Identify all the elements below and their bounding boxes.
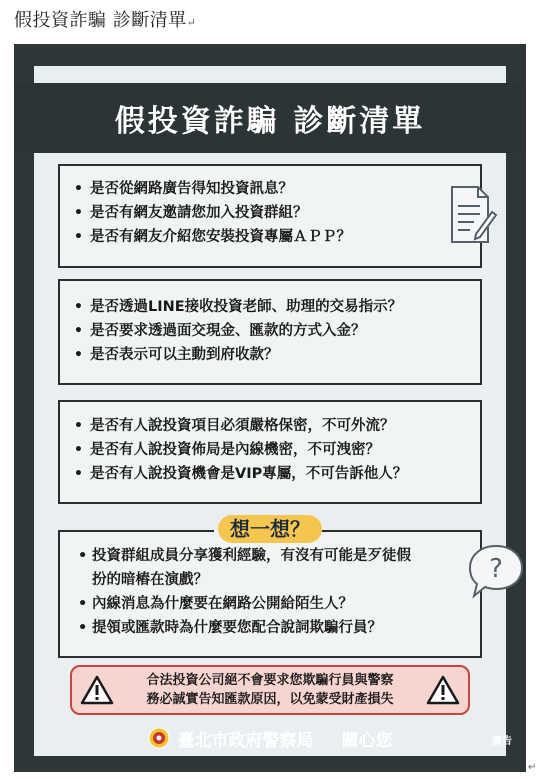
bullet: • xyxy=(78,548,88,564)
divider xyxy=(322,530,482,532)
checklist-item: • 是否表示可以主動到府收款？ xyxy=(68,343,470,367)
checklist-section-3 xyxy=(58,400,482,504)
warning-line: 合法投資公司絕不會要求您欺騙行員與警察 xyxy=(146,673,394,688)
footer-organization: 臺北市政府警察局 xyxy=(177,730,314,751)
think-item: • 內線消息為什麼要在網路公開給陌生人？ xyxy=(76,592,470,616)
warning-triangle-icon xyxy=(426,675,460,705)
police-badge-icon xyxy=(148,727,170,749)
divider xyxy=(58,530,214,532)
poster-banner xyxy=(14,83,526,153)
checklist-item: • 是否有人說投資機會是VIP專屬，不可告訴他人？ xyxy=(68,462,470,486)
question-bubble-icon xyxy=(466,542,526,600)
checklist-item: • 是否有人說投資佈局是內線機密，不可洩密？ xyxy=(68,438,470,462)
checklist-item: • 是否有網友介紹您安裝投資專屬ＡＰＰ？ xyxy=(68,225,470,249)
warning-text xyxy=(120,671,420,709)
document-pen-icon xyxy=(448,184,498,246)
return-mark: ↵ xyxy=(186,16,197,29)
checklist-section-2 xyxy=(58,279,482,385)
think-section xyxy=(58,530,482,658)
end-mark: ↵ xyxy=(528,762,537,773)
footer-care: 關心您 xyxy=(341,730,393,751)
think-header xyxy=(58,517,482,541)
warning-triangle-icon xyxy=(80,675,114,705)
warning-box xyxy=(70,665,470,715)
poster-title: 假投資詐騙 診斷清單 xyxy=(114,104,426,139)
checklist-item: • 是否有人說投資項目必須嚴格保密，不可外流？ xyxy=(68,414,470,438)
ad-tag: 廣告 xyxy=(492,736,512,747)
warning-line: 務必誠實告知匯款原因，以免蒙受財產損失 xyxy=(146,692,394,707)
think-item: • 投資群組成員分享獲利經驗，有沒有可能是歹徒假扮的暗樁在演戲？ xyxy=(76,544,422,592)
poster xyxy=(14,44,526,772)
checklist-item: • 是否要求透過面交現金、匯款的方式入金？ xyxy=(68,319,470,343)
document-heading xyxy=(14,6,196,32)
checklist-item: • 是否透過LINE接收投資老師、助理的交易指示？ xyxy=(68,295,470,319)
think-item: • 提領或匯款時為什麼要您配合說詞欺騙行員？ xyxy=(76,616,470,640)
checklist-item: • 是否從網路廣告得知投資訊息？ xyxy=(68,177,470,201)
svg-text:?: ? xyxy=(489,554,503,584)
checklist-item: • 是否有網友邀請您加入投資群組？ xyxy=(68,201,470,225)
bullet: • xyxy=(78,620,88,636)
poster-panel xyxy=(34,66,512,756)
bullet: • xyxy=(78,596,88,612)
think-label: 想一想？ xyxy=(218,515,322,543)
checklist-section-1 xyxy=(58,164,482,268)
poster-footer xyxy=(14,720,526,756)
document-heading-text: 假投資詐騙 診斷清單 xyxy=(14,10,187,31)
